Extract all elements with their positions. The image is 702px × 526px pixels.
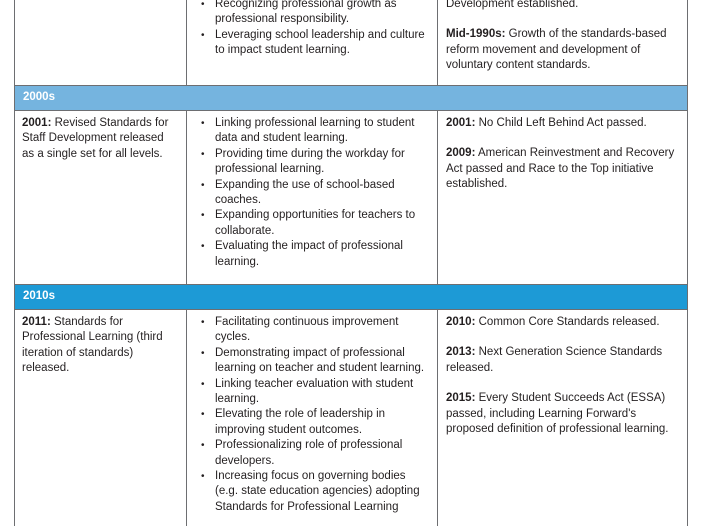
list-item: • Expanding opportunities for teachers to collaborate.: [201, 208, 429, 239]
list-item: • Providing time during the workday for professional learning.: [201, 147, 429, 178]
standards-year: 2011:: [22, 316, 51, 328]
events-cell: [438, 0, 687, 85]
trends-list: [201, 315, 429, 515]
standards-cell: [15, 111, 187, 284]
event-year: Mid-1990s:: [446, 28, 506, 41]
list-item: • Professionalizing role of professional developers.: [201, 438, 429, 469]
standards-text: Standards for Professional Learning (third iteration of standards) released.: [22, 316, 163, 375]
list-item: • Linking teacher evaluation with student learning.: [201, 377, 429, 408]
event-year: 2001:: [446, 117, 476, 129]
table-row-1990s: [15, 0, 687, 86]
trends-cell: [187, 310, 438, 526]
standards-cell: [15, 310, 187, 526]
events-cell: [438, 111, 687, 284]
event-text: Next Generation Science Standards released.: [446, 346, 663, 374]
list-item: • Increasing focus on governing bodies (e.g. state education agencies) adopting Standards for Professional Learning: [201, 469, 429, 515]
event-entry: [446, 27, 679, 73]
list-item: • Linking professional learning to student data and student learning.: [201, 116, 429, 147]
trends-list: [201, 0, 429, 59]
event-entry: [446, 116, 679, 131]
timeline-table: [14, 0, 688, 526]
decade-label: 2000s: [23, 91, 55, 104]
event-text: Common Core Standards released.: [475, 316, 660, 328]
event-entry: [446, 391, 679, 437]
decade-band-2000s: [15, 86, 687, 111]
trends-cell: [187, 111, 438, 284]
event-text: Every Student Succeeds Act (ESSA) passed, including Learning Forward's proposed definition of professional learning.: [446, 392, 669, 436]
list-item: • Elevating the role of leadership in improving student outcomes.: [201, 407, 429, 438]
table-row-2010s: [15, 310, 687, 526]
event-text: Growth of the standards-based reform movement and development of voluntary content standards.: [446, 28, 667, 72]
trends-list: [201, 116, 429, 270]
events-cell: [438, 310, 687, 526]
event-year: 2013:: [446, 346, 476, 359]
standards-entry: [22, 315, 178, 377]
event-year: 2009:: [446, 147, 476, 160]
decade-band-2010s: [15, 285, 687, 310]
list-item: • Evaluating the impact of professional learning.: [201, 239, 429, 270]
standards-year: 2001:: [22, 117, 52, 129]
list-item: • Demonstrating impact of professional learning on teacher and student learning.: [201, 346, 429, 377]
list-item: • Leveraging school leadership and culture to impact student learning.: [201, 28, 429, 59]
list-item: • Expanding the use of school-based coaches.: [201, 178, 429, 209]
event-entry: [446, 345, 679, 376]
event-entry: Development established.: [446, 0, 579, 10]
event-year: 2015:: [446, 392, 476, 405]
event-text: No Child Left Behind Act passed.: [475, 117, 647, 129]
table-row-2000s: [15, 111, 687, 285]
standards-cell: [15, 0, 187, 85]
event-entry: [446, 146, 679, 192]
event-year: 2010:: [446, 316, 476, 328]
standards-text: Revised Standards for Staff Development released as a single set for all levels.: [22, 117, 169, 160]
event-text: American Reinvestment and Recovery Act passed and Race to the Top initiative established.: [446, 147, 675, 191]
trends-cell: [187, 0, 438, 85]
list-item: • Recognizing professional growth as professional responsibility.: [201, 0, 429, 28]
event-entry: [446, 315, 679, 330]
decade-label: 2010s: [23, 290, 55, 303]
standards-entry: [22, 116, 178, 162]
list-item: • Facilitating continuous improvement cycles.: [201, 315, 429, 346]
